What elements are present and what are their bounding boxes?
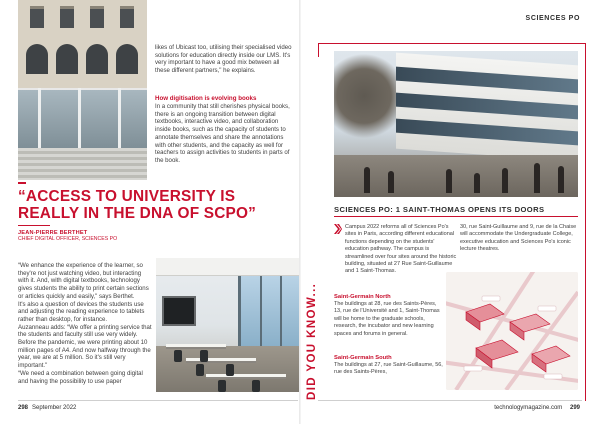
sidebar-frame-corner [318,43,319,57]
attribution-rule [18,225,50,226]
canopy-pillar [118,88,121,148]
pedestrian [558,166,564,193]
bare-tree [334,51,404,141]
classroom-desk [186,358,256,363]
pedestrian [534,163,540,193]
pedestrian [364,167,370,193]
page-number-left: 298 [18,405,29,411]
pedestrian [474,173,480,193]
attribution-name: JEAN-PIERRE BERTHET [18,230,88,236]
upper-window [90,6,104,28]
arch-window [56,44,78,74]
body-paragraph: “We need a combination between going digital and having the possibility to use paper [18,369,143,385]
folio-right [494,405,580,411]
map-label-tag [538,306,556,311]
classroom-chair [226,364,234,376]
classroom-ceiling [156,258,300,276]
pedestrian [388,171,394,193]
upper-window [30,6,44,28]
sidebar-heading: SCIENCES PO: 1 SAINT-THOMAS OPENS ITS DOORS [334,205,578,217]
body-paragraph: Auzanneau adds: “We offer a printing service that the students and faculty still use very widely. Before the pandemic, we were printing about 10 million pages of A4. And now halfway through the year, we are at 5 million. So it's still very important." [18,323,152,370]
courtyard-stairs [18,148,147,180]
arch-window [86,44,108,74]
upper-window [120,6,134,28]
classroom-chair [196,364,204,376]
classroom-window [238,276,300,346]
map-label-tag [482,296,500,301]
window-mullion [280,276,282,346]
chevron-right-icon [334,224,342,234]
magazine-url: technologymagazine.com [494,405,563,411]
pedestrian [502,168,508,193]
map-label-tag [464,366,482,371]
folio-left [18,405,76,411]
campus-map-illustration [446,272,578,390]
classroom-chair [252,380,260,392]
footer-rule-left [18,400,298,401]
classroom-desk [206,374,286,379]
issue-date: September 2022 [32,405,77,411]
intro-paragraph: likes of Ubicast too, utilising their specialised video solutions for education directly inside our LMS. It's very important to have a good mix between all these different partners," he explains. [155,44,292,75]
arch-window [26,44,48,74]
map-label-tag [544,374,562,379]
attribution-title: CHIEF DIGITAL OFFICER, SCIENCES PO [18,236,118,242]
window-mullion [260,276,262,346]
street [334,155,578,197]
quote-accent-rule [18,182,26,184]
classroom-desk [166,344,226,349]
arch-window [116,44,138,74]
books-paragraph: In a community that still cherishes physical books, there is an ongoing transition between digital textbooks, interactive video, and collaboration inside books, such as the capacity of students to annotate themselves and share the annotations with other students, and the capacity as well for teachers to assign activities to students in parts of the book. [155,103,290,164]
classroom-chair [174,350,182,362]
body-paragraph: It's also a question of devices the students use and adjusting the reading experience to tablets rather than desktop, for instance. [18,300,145,323]
upper-window [60,6,74,28]
south-paragraph: The buildings at 27, rue Saint-Guillaume, 56, rue des Saints-Pères, [334,362,443,376]
courtyard-photo [18,0,147,180]
body-paragraph: “We enhance the experience of the learner, so they're not just watching video, but interacting with it. And, with digital textbooks, technology gives students the ability to print certain sections or articles quickly and easily," says Berthet. [18,262,149,300]
page-number-right: 299 [569,405,580,411]
classroom-photo [156,258,300,392]
north-paragraph: The buildings at 28, rue des Saints-Pères, 13, rue de l'Université and 1, Saint-Thomas will be home to the graduate schools, research, the incubator and new learning spaces and forums in general. [334,301,440,337]
saint-thomas-building-photo [334,51,578,197]
campus-intro-paragraph: Campus 2022 reforms all of Sciences Po's sites in Paris, according different educational functions depending on the students' education pathway. The campus is streamlined over four sites around the historic building, situated at 27 Rue Saint-Guillaume and 1 Saint-Thomas. [345,224,457,275]
body-column [18,262,152,385]
footer-rule-right [318,400,582,401]
campus-col2-paragraph: 30, rue Saint-Guillaume and 9, rue de la Chaise will accommodate the Undergraduate College, executive education and Sciences Po's iconic lecture theatres. [460,224,577,253]
did-you-know-label: DID YOU KNOW... [306,282,318,400]
classroom-chair [200,350,208,362]
pedestrian [446,169,452,193]
classroom-chair [218,380,226,392]
canopy-pillar [78,88,81,148]
pull-quote: “ACCESS TO UNIVERSITY IS REALLY IN THE DNA OF SCPO” [18,188,257,222]
section-tag: SCIENCES PO [525,15,580,22]
canopy-pillar [38,88,41,148]
subhead-books: How digitisation is evolving books [155,95,257,102]
south-heading: Saint-Germain South [334,355,392,361]
page-gutter [299,0,301,424]
north-heading: Saint-Germain North [334,294,391,300]
classroom-screen [162,296,196,326]
